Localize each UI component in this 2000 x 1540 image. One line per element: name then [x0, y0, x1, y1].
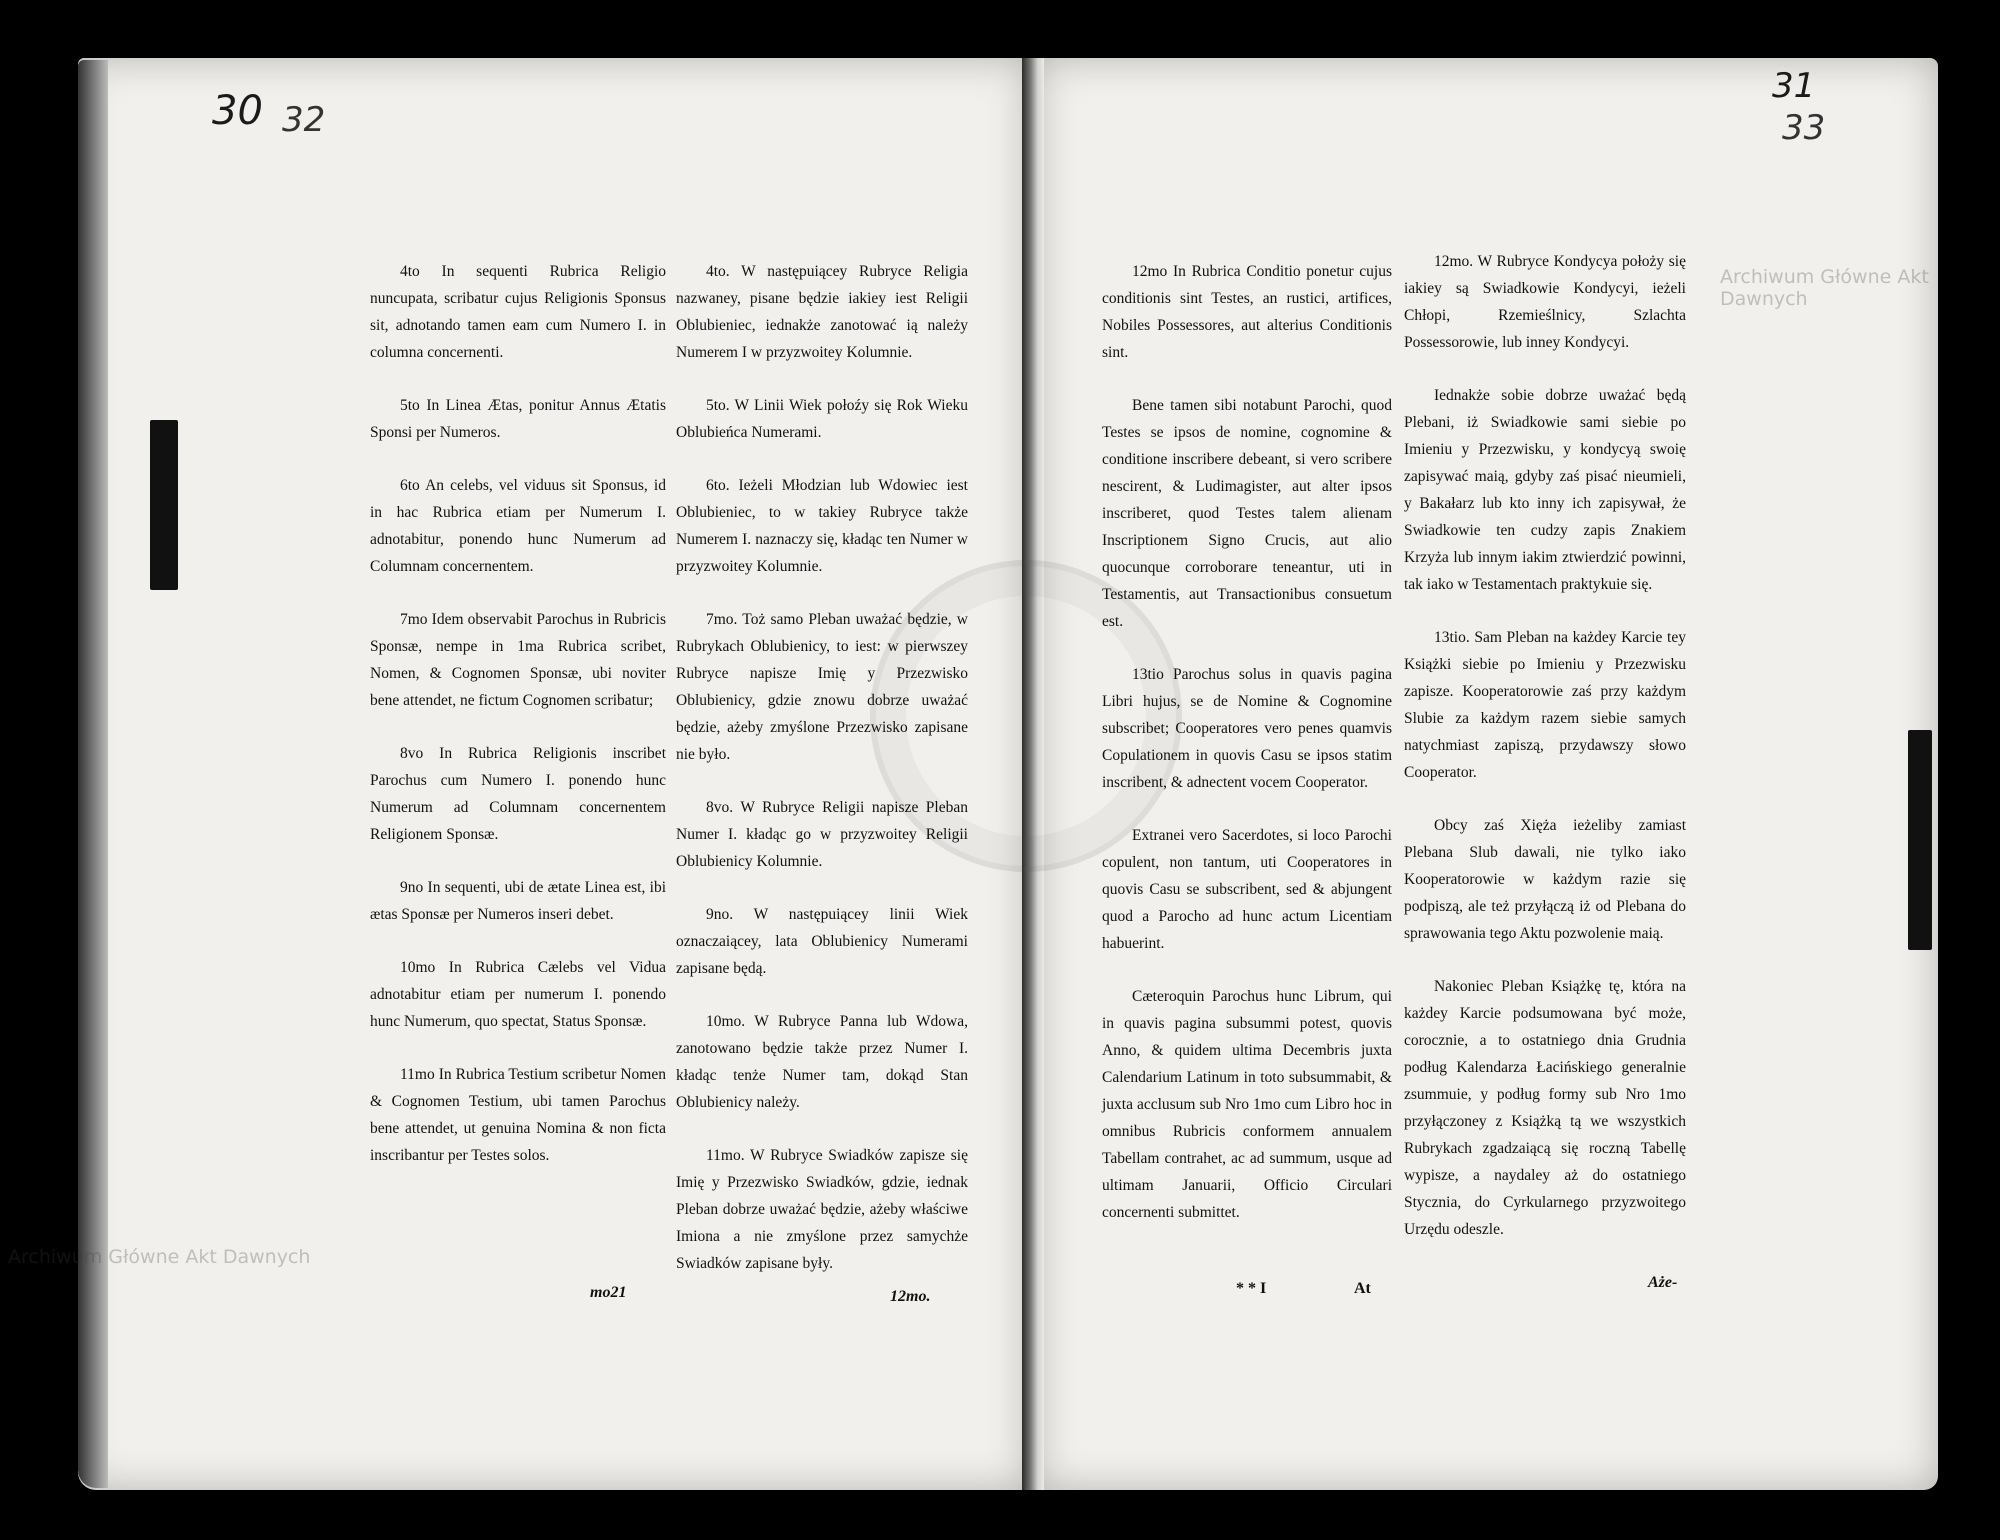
paragraph: Cæteroquin Parochus hunc Librum, qui in quavis pagina subsummi potest, quovis Anno, & quidem ultima Decembris juxta Calendarium Latinum in toto subsummabit, & juxta acclusum sub Nro 1mo cum Libro hoc in omnibus Rubricis conformem annualem Tabellam contrahet, ac ad summum, usque ad ultimam Januarii, Officio Circulari concernenti submittet.: [1102, 988, 1392, 1221]
right-latin-column: [1102, 258, 1392, 1226]
paragraph: 4to. W następuiącey Rubryce Religia nazwaney, pisane będzie iakiey iest Religii Oblubieniec, iednakże zanotować ią należy Numerem I w przyzwoitey Kolumnie.: [676, 263, 968, 361]
paragraph: Nakoniec Pleban Książkę tę, która na każdey Karcie podsumowana być może, corocznie, a to ostatniego dnia Grudnia podług Kalendarza Łacińskiego generalnie zsummuie, y podług formy sub Nro 1mo przyłączoney z Książką tą we wszystkich Rubrykach zgadzaiącą się roczną Tabellę wypisze, a naydaley aż do ostatniego Stycznia, do Cyrkularnego przyzwoitego Urzędu odeszle.: [1404, 978, 1686, 1238]
paragraph: 7mo. Toż samo Pleban uważać będzie, w Rubrykach Oblubienicy, to iest: w pierwszey Rubryce napisze Imię y Przezwisko Oblubienicy, gdzie znowu dobrze uważać będzie, ażeby zmyślone Przezwisko zapisane nie było.: [676, 611, 968, 763]
watermark-right: Archiwum Główne Akt Dawnych: [1720, 266, 1929, 310]
folio-number-left-secondary: 32: [282, 100, 326, 140]
catchword-left-latin: mo21: [590, 1284, 627, 1301]
paragraph: 9no In sequenti, ubi de ætate Linea est, ibi ætas Sponsæ per Numeros inseri debet.: [370, 879, 666, 923]
paragraph: 11mo. W Rubryce Swiadków zapisze się Imię y Przezwisko Swiadków, gdzie, iednak Pleban dobrze uważać będzie, ażeby właściwe Imiona a nie zmyślone przez samychże Swiadków zapisane były.: [676, 1147, 968, 1272]
paragraph: 7mo Idem observabit Parochus in Rubricis Sponsæ, nempe in 1ma Rubrica scribet, Nomen, & Cognomen Sponsæ, ubi noviter bene attendet, ne fictum Cognomen scribatur;: [370, 611, 666, 709]
paragraph: 9no. W następuiącey linii Wiek oznaczaiącey, lata Oblubienicy Numerami zapisane będą.: [676, 906, 968, 977]
paragraph: 12mo In Rubrica Conditio ponetur cujus conditionis sint Testes, an rustici, artifices, Nobiles Possessores, aut alterius Conditionis sint.: [1102, 263, 1392, 361]
paragraph: 10mo In Rubrica Cælebs vel Vidua adnotabitur etiam per numerum I. ponendo hunc Numerum, quo spectat, Status Sponsæ.: [370, 959, 666, 1030]
paragraph: 5to. W Linii Wiek połoźy się Rok Wieku Oblubieńca Numerami.: [676, 397, 968, 441]
folio-number-right-secondary: 33: [1782, 108, 1826, 148]
paragraph: 6to An celebs, vel viduus sit Sponsus, id in hac Rubrica etiam per Numerum I. adnotabitur, ponendo hunc Numerum ad Columnam concernentem.: [370, 477, 666, 575]
paragraph: 6to. Ieżeli Młodzian lub Wdowiec iest Oblubieniec, to w takiey Rubryce także Numerem I. naznaczy się, kładąc ten Numer w przyzwoitey Kolumnie.: [676, 477, 968, 575]
catchword-left-polish: 12mo.: [890, 1288, 931, 1305]
paragraph: 11mo In Rubrica Testium scribetur Nomen & Cognomen Testium, ubi tamen Parochus bene attendet, ut genuina Nomina & non ficta inscribantur per Testes solos.: [370, 1066, 666, 1164]
folio-number-left-primary: 30: [212, 88, 263, 134]
paragraph: 12mo. W Rubryce Kondycya położy się iakiey są Swiadkowie Kondycyi, ieżeli Chłopi, Rzemieślnicy, Szlachta Possessorowie, lub inney Kondycyi.: [1404, 253, 1686, 351]
catchword-right-latin: At: [1354, 1280, 1371, 1297]
right-polish-column: [1404, 248, 1686, 1243]
right-page-tab: [1908, 730, 1932, 950]
paragraph: 4to In sequenti Rubrica Religio nuncupata, scribatur cujus Religionis Sponsus sit, adnotando tamen eam cum Numero I. in columna concernenti.: [370, 263, 666, 361]
paragraph: 13tio. Sam Pleban na każdey Karcie tey Książki siebie po Imieniu y Przezwisku zapisze. Kooperatorowie zaś przy każdym Slubie za każdym razem siebie samych natychmiast zapiszą, przydawszy słowo Cooperator.: [1404, 629, 1686, 781]
folio-number-right-primary: 31: [1772, 66, 1816, 106]
paragraph: 8vo In Rubrica Religionis inscribet Parochus cum Numero I. ponendo hunc Numerum ad Columnam concernentem Religionem Sponsæ.: [370, 745, 666, 843]
catchword-right-polish: Aże-: [1648, 1274, 1678, 1291]
left-binding-edge: [78, 60, 108, 1488]
signature-mark: * * I: [1236, 1280, 1267, 1297]
paragraph: 5to In Linea Ætas, ponitur Annus Ætatis Sponsi per Numeros.: [370, 397, 666, 441]
paragraph: Obcy zaś Xięża ieżeliby zamiast Plebana Slub dawali, nie tylko iako Kooperatorowie w każdym razie się podpiszą, ale też przyłączą iż od Plebana do sprawowania tego Aktu pozwolenie maią.: [1404, 817, 1686, 942]
paragraph: 13tio Parochus solus in quavis pagina Libri hujus, se de Nomine & Cognomine subscribet; Cooperatores vero penes quamvis Copulationem in quovis Casu se ipsos statim inscribent, & adnectent vocem Cooperator.: [1102, 666, 1392, 791]
paragraph: Bene tamen sibi notabunt Parochi, quod Testes se ipsos de nomine, cognomine & conditione inscribere debeant, si vero scribere nescirent, & Ludimagister, aut alter ipsos inscriberet, quod Testes talem alienam Inscriptionem Signo Crucis, aut alio quocunque corroborare teneantur, uti in Testamentis, aut Transactionibus consuetum est.: [1102, 397, 1392, 630]
left-latin-column: [370, 258, 666, 1169]
left-polish-column: [676, 258, 968, 1277]
watermark-left: Archiwum Główne Akt Dawnych: [8, 1246, 311, 1268]
paragraph: Extranei vero Sacerdotes, si loco Parochi copulent, non tantum, uti Cooperatores in quovis Casu se subscribent, sed & abjungent quod a Parocho ad hunc actum Licentiam habuerint.: [1102, 827, 1392, 952]
left-page-tab: [150, 420, 178, 590]
paragraph: 8vo. W Rubryce Religii napisze Pleban Numer I. kładąc go w przyzwoitey Religii Oblubienicy Kolumnie.: [676, 799, 968, 870]
paragraph: 10mo. W Rubryce Panna lub Wdowa, zanotowano będzie także przez Numer I. kładąc tenże Numer tam, dokąd Stan Oblubienicy należy.: [676, 1013, 968, 1111]
paragraph: Iednakże sobie dobrze uważać będą Plebani, iż Swiadkowie sami siebie po Imieniu y Przezwisku, y kondycyą swoię zapisywać maią, gdyby zaś pisać nieumieli, y Bakałarz lub kto inny ich zapisywał, że Swiadkowie ten cudzy zapis Znakiem Krzyża lub innym iakim ztwierdzić powinni, tak iako w Testamentach praktykuie się.: [1404, 387, 1686, 593]
